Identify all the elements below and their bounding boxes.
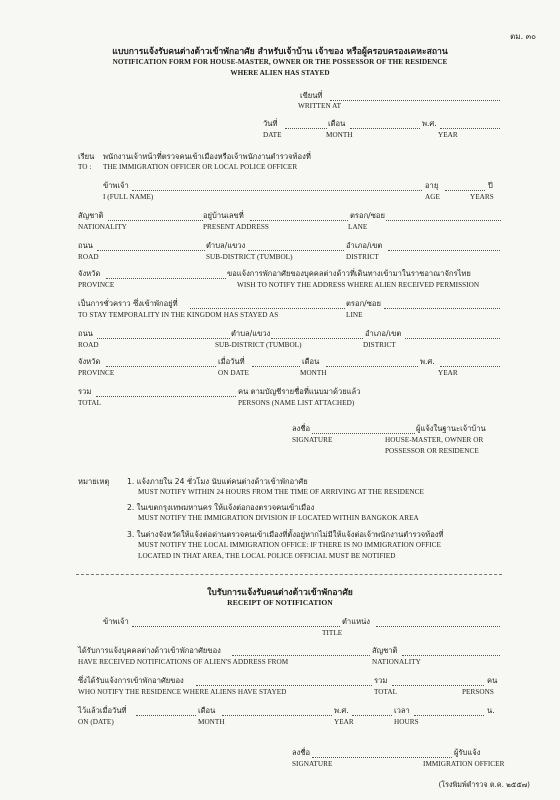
notify-statement: ขอแจ้งการพักอาศัยของบุคคลต่างด้าวที่เดินทางเข้ามาในราชอาณาจักรไทย xyxy=(227,269,471,278)
road-field[interactable] xyxy=(97,250,205,251)
lane-field[interactable] xyxy=(386,220,501,221)
receipt-title: ใบรับการแจ้งรับคนต่างด้าวเข้าพักอาศัย xyxy=(207,588,353,598)
receipt-signature-label: ลงชื่อ xyxy=(292,748,311,757)
residence-of-label-en: WHO NOTIFY THE RESIDENCE WHERE ALIENS HAVE STAYED xyxy=(78,688,287,696)
province-label-en: PROVINCE xyxy=(78,281,115,289)
fullname-label: ข้าพเจ้า xyxy=(103,181,129,190)
arrival-month-label: เดือน xyxy=(302,357,320,366)
arrival-year-field[interactable] xyxy=(440,366,500,367)
remark-1: 1. แจ้งภายใน 24 ชั่วโมง นับแต่คนต่างด้าวเข้าพักอาศัย xyxy=(127,477,308,486)
stay-at-label-en: TO STAY TEMPORALITY IN THE KINGDOM HAS STAYED AS xyxy=(78,311,279,319)
receipt-total-label-en: TOTAL xyxy=(374,688,398,696)
signature-label: ลงชื่อ xyxy=(292,424,311,433)
receipt-year-label: พ.ศ. xyxy=(334,706,349,715)
remarks-label: หมายเหตุ xyxy=(78,477,110,486)
persons-label-en: PERSONS (NAME LIST ATTACHED) xyxy=(238,399,355,407)
received-from-label-en: HAVE RECEIVED NOTIFICATIONS OF ALIEN'S ADDRESS FROM xyxy=(78,658,289,666)
receipt-date-field[interactable] xyxy=(136,715,196,716)
total-field[interactable] xyxy=(96,396,236,397)
officer-name-field[interactable] xyxy=(132,626,340,627)
arrival-date-label-en: ON DATE xyxy=(218,369,249,377)
road-label-en: ROAD xyxy=(78,253,99,261)
nationality-field[interactable] xyxy=(108,220,203,221)
receiver-label: ผู้รับแจ้ง xyxy=(454,748,481,757)
stay-province-label: จังหวัด xyxy=(78,357,101,366)
form-title-thai: แบบการแจ้งรับคนต่างด้าวเข้าพักอาศัย สำหรับเจ้าบ้าน เจ้าของ หรือผู้ครอบครองเคหะสถาน xyxy=(112,47,448,57)
receipt-nationality-label: สัญชาติ xyxy=(372,646,398,655)
road-label: ถนน xyxy=(78,241,93,250)
receipt-date-label-en: ON (DATE) xyxy=(78,718,114,726)
stay-lane-label: ตรอก/ซอย xyxy=(346,299,381,308)
stay-province-field[interactable] xyxy=(106,366,216,367)
arrival-month-field[interactable] xyxy=(326,366,418,367)
residence-of-label: ซึ่งได้รับแจ้งการเข้าพักอาศัยของ xyxy=(78,676,184,685)
stay-road-label-en: ROAD xyxy=(78,341,99,349)
arrival-year-label-en: YEAR xyxy=(438,369,458,377)
signature-label-en: SIGNATURE xyxy=(292,436,333,444)
arrival-date-label: เมื่อวันที่ xyxy=(218,357,245,366)
month-label: เดือน xyxy=(328,119,346,128)
stay-district-label-en: DISTRICT xyxy=(363,341,396,349)
officer-title-label-en: TITLE xyxy=(322,629,343,637)
stay-province-label-en: PROVINCE xyxy=(78,369,115,377)
year-label: พ.ศ. xyxy=(422,119,437,128)
printer-footer: (โรงพิมพ์ตำรวจ ต.ค. ๒๕๕๗) xyxy=(438,780,530,789)
province-field[interactable] xyxy=(106,278,226,279)
district-label: อำเภอ/เขต xyxy=(346,241,383,250)
year-field[interactable] xyxy=(440,128,500,129)
written-at-label: เขียนที่ xyxy=(300,91,323,100)
to-label: เรียน xyxy=(78,152,95,161)
stay-subdistrict-label-en: SUB-DISTRICT (TUMBOL) xyxy=(215,341,302,349)
receiver-label-en: IMMIGRATION OFFICER xyxy=(423,760,505,768)
receipt-nationality-field[interactable] xyxy=(402,655,500,656)
stay-subdistrict-field[interactable] xyxy=(271,338,363,339)
years-label: ปี xyxy=(488,181,493,190)
officer-title-label: ตำแหน่ง xyxy=(342,617,370,626)
age-label: อายุ xyxy=(425,181,439,190)
written-at-label-en: WRITTEN AT xyxy=(298,102,342,110)
age-label-en: AGE xyxy=(425,193,440,201)
subdistrict-label-en: SUB-DISTRICT (TUMBOL) xyxy=(206,253,293,261)
to-recipient-en: THE IMMIGRATION OFFICER OR LOCAL POLICE OFFICER xyxy=(103,163,298,171)
officer-name-label: ข้าพเจ้า xyxy=(103,617,129,626)
remark-2: 2. ในเขตกรุงเทพมหานคร ให้แจ้งต่อกองตรวจคนเข้าเมือง xyxy=(127,503,315,512)
receipt-hours-suffix: น. xyxy=(487,706,495,715)
arrival-month-label-en: MONTH xyxy=(300,369,327,377)
lane-label-en: LANE xyxy=(348,223,368,231)
year-label-en: YEAR xyxy=(438,131,458,139)
officer-title-field[interactable] xyxy=(376,626,500,627)
receipt-month-field[interactable] xyxy=(222,715,332,716)
persons-label: คน ตามบัญชีรายชื่อที่แนบมาด้วยแล้ว xyxy=(238,387,361,396)
remark-3-en-2: LOCATED IN THAT AREA, THE LOCAL POLICE OFFICIAL MUST BE NOTIFIED xyxy=(138,552,396,560)
date-label: วันที่ xyxy=(263,119,278,128)
nationality-label-en: NATIONALITY xyxy=(78,223,127,231)
district-label-en: DISTRICT xyxy=(346,253,379,261)
written-at-field[interactable] xyxy=(330,100,500,101)
receipt-date-label: ไว้แล้วเมื่อวันที่ xyxy=(78,706,127,715)
receipt-signature-field[interactable] xyxy=(312,757,452,758)
receipt-time-field[interactable] xyxy=(414,715,484,716)
notifier-role-en-1: HOUSE-MASTER, OWNER OR xyxy=(385,436,484,444)
stay-at-field[interactable] xyxy=(190,308,345,309)
receipt-time-label: เวลา xyxy=(394,706,410,715)
receipt-time-label-en: HOURS xyxy=(394,718,419,726)
remark-3-en: MUST NOTIFY THE LOCAL IMMIGRATION OFFICE: IF THERE IS NO IMMIGRATION OFFICE xyxy=(138,541,441,549)
notify-statement-en: WISH TO NOTIFY THE ADDRESS WHERE ALIEN RECEIVED PERMISSION xyxy=(237,281,480,289)
to-recipient: พนักงานเจ้าหน้าที่ตรวจคนเข้าเมืองหรือเจ้าพนักงานตำรวจท้องที่ xyxy=(103,152,311,161)
form-number: ตม. ๓๐ xyxy=(510,32,536,41)
cut-line xyxy=(76,574,502,575)
receipt-month-label-en: MONTH xyxy=(198,718,225,726)
month-field[interactable] xyxy=(350,128,420,129)
month-label-en: MONTH xyxy=(326,131,353,139)
subdistrict-field[interactable] xyxy=(248,250,344,251)
subdistrict-label: ตำบล/แขวง xyxy=(206,241,246,250)
notifier-role-en-2: POSSESSOR OR RESIDENCE xyxy=(385,447,479,455)
stay-road-label: ถนน xyxy=(78,329,93,338)
receipt-persons-label-en: PERSONS xyxy=(462,688,494,696)
province-label: จังหวัด xyxy=(78,269,101,278)
receipt-nationality-label-en: NATIONALITY xyxy=(372,658,421,666)
address-label: อยู่บ้านเลขที่ xyxy=(203,211,244,220)
lane-label: ตรอก/ซอย xyxy=(350,211,385,220)
age-field[interactable] xyxy=(445,190,485,191)
total-label-en: TOTAL xyxy=(78,399,102,407)
address-field[interactable] xyxy=(250,220,348,221)
received-from-field[interactable] xyxy=(232,655,370,656)
fullname-field[interactable] xyxy=(132,190,422,191)
stay-district-field[interactable] xyxy=(405,338,500,339)
nationality-label: สัญชาติ xyxy=(78,211,104,220)
stay-subdistrict-label: ตำบล/แขวง xyxy=(231,329,271,338)
address-label-en: PRESENT ADDRESS xyxy=(203,223,269,231)
stay-at-label: เป็นการชั่วคราว ซึ่งเข้าพักอยู่ที่ xyxy=(78,299,178,308)
form-title-english: NOTIFICATION FORM FOR HOUSE-MASTER, OWNER OR THE POSSESSOR OF THE RESIDENCE xyxy=(112,58,448,66)
receipt-year-label-en: YEAR xyxy=(334,718,354,726)
remark-1-en: MUST NOTIFY WITHIN 24 HOURS FROM THE TIME OF ARRIVING AT THE RESIDENCE xyxy=(138,488,424,496)
years-label-en: YEARS xyxy=(470,193,494,201)
receipt-total-label: รวม xyxy=(374,676,388,685)
residence-of-field[interactable] xyxy=(196,685,372,686)
receipt-persons-label: คน xyxy=(487,676,498,685)
receipt-month-label: เดือน xyxy=(198,706,216,715)
stay-lane-field[interactable] xyxy=(384,308,500,309)
receipt-year-field[interactable] xyxy=(352,715,392,716)
stay-district-label: อำเภอ/เขต xyxy=(365,329,402,338)
signature-field[interactable] xyxy=(312,433,415,434)
date-field[interactable] xyxy=(285,128,327,129)
remark-3: 3. ในต่างจังหวัดให้แจ้งต่อด่านตรวจคนเข้าเมืองที่ตั้งอยู่หากไม่มีให้แจ้งต่อเจ้าพนักงานตำรวจท้องที่ xyxy=(127,530,444,539)
stay-lane-label-en: LINE xyxy=(346,311,363,319)
arrival-date-field[interactable] xyxy=(252,366,300,367)
form-title-english-2: WHERE ALIEN HAS STAYED xyxy=(230,69,330,77)
receipt-signature-label-en: SIGNATURE xyxy=(292,760,333,768)
fullname-label-en: I (FULL NAME) xyxy=(103,193,154,201)
receipt-total-field[interactable] xyxy=(392,685,484,686)
remark-2-en: MUST NOTIFY THE IMMIGRATION DIVISION IF LOCATED WITHIN BANGKOK AREA xyxy=(138,514,419,522)
district-field[interactable] xyxy=(388,250,500,251)
total-label: รวม xyxy=(78,387,92,396)
receipt-title-en: RECEIPT OF NOTIFICATION xyxy=(227,598,333,607)
received-from-label: ได้รับการแจ้งบุคคลต่างด้าวเข้าพักอาศัยของ xyxy=(78,646,221,655)
stay-road-field[interactable] xyxy=(97,338,230,339)
notifier-role-label: ผู้แจ้งในฐานะเจ้าบ้าน xyxy=(416,424,486,433)
to-label-en: TO : xyxy=(78,163,92,171)
date-label-en: DATE xyxy=(263,131,282,139)
arrival-year-label: พ.ศ. xyxy=(420,357,435,366)
